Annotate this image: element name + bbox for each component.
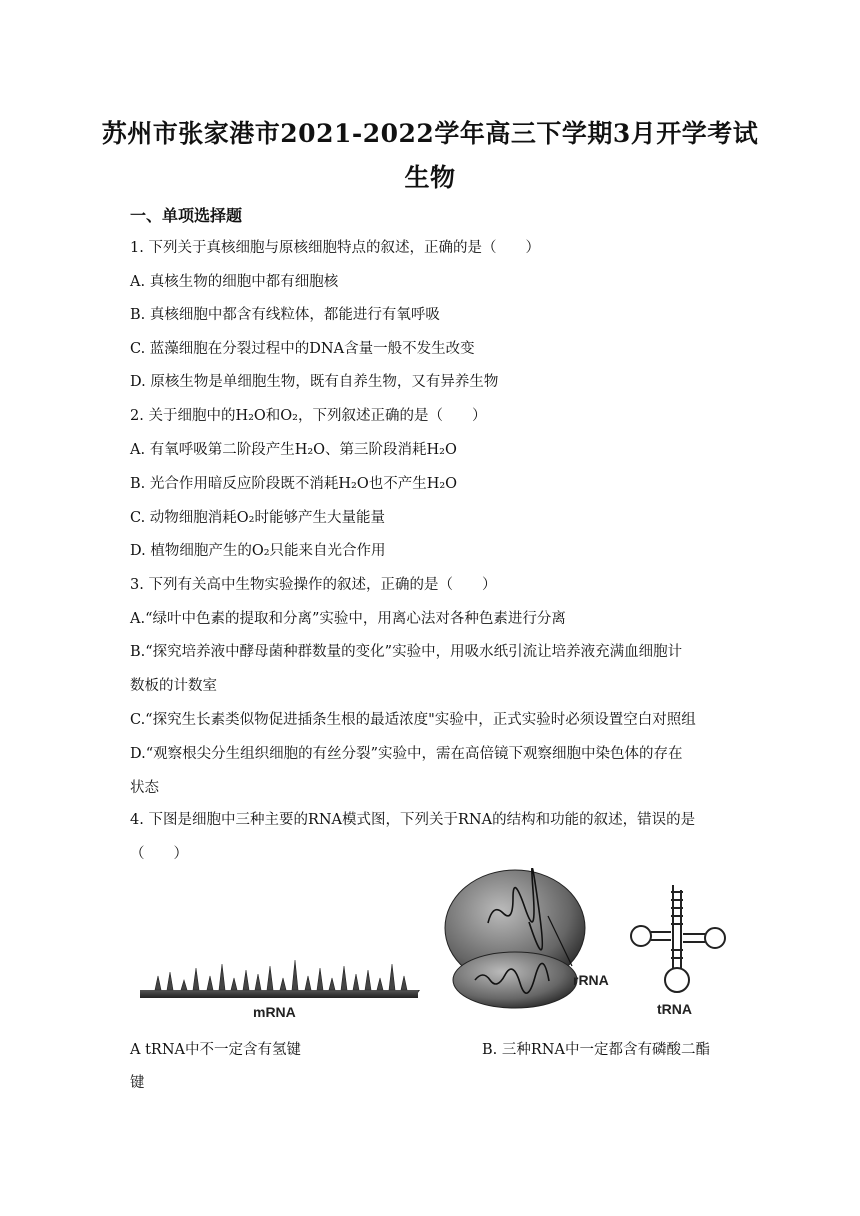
exam-subject: 生物: [404, 163, 456, 192]
question-2-option-c: C. 动物细胞消耗O₂时能够产生大量能量: [130, 510, 385, 526]
trna-label: tRNA: [657, 1001, 692, 1017]
section-heading: 一、单项选择题: [130, 206, 243, 225]
question-4-paren: （ ）: [130, 846, 188, 862]
question-4-option-b: B. 三种RNA中一定都含有磷酸二酯: [482, 1042, 710, 1058]
exam-title: 苏州市张家港市2021-2022学年高三下学期3月开学考试: [101, 119, 759, 148]
question-2-option-a: A. 有氧呼吸第二阶段产生H₂O、第三阶段消耗H₂O: [130, 442, 457, 458]
question-3-stem: 3. 下列有关高中生物实验操作的叙述，正确的是（ ）: [130, 577, 497, 593]
question-3-option-b: B.“探究培养液中酵母菌种群数量的变化”实验中，用吸水纸引流让培养液充满血细胞计: [130, 644, 683, 660]
question-3-option-d-cont: 状态: [130, 780, 159, 796]
question-4-option-b-cont: 键: [130, 1075, 145, 1091]
ribosome-diagram: [440, 868, 620, 1018]
question-4-stem: 4. 下图是细胞中三种主要的RNA模式图，下列关于RNA的结构和功能的叙述，错误的是: [130, 812, 696, 828]
question-3-option-b-cont: 数板的计数室: [130, 678, 217, 694]
question-1-option-a: A. 真核生物的细胞中都有细胞核: [130, 274, 339, 290]
mrna-label: mRNA: [253, 1004, 296, 1020]
mrna-diagram: [135, 935, 425, 1025]
question-4-option-a: A tRNA中不一定含有氢键: [130, 1042, 301, 1058]
question-2-option-b: B. 光合作用暗反应阶段既不消耗H₂O也不产生H₂O: [130, 476, 458, 492]
trna-diagram: [625, 880, 730, 1020]
question-3-option-d: D.“观察根尖分生组织细胞的有丝分裂”实验中，需在高倍镜下观察细胞中染色体的存在: [130, 746, 683, 762]
question-1-stem: 1. 下列关于真核细胞与原核细胞特点的叙述，正确的是（ ）: [130, 240, 540, 256]
question-3-option-c: C.“探究生长素类似物促进插条生根的最适浓度"实验中，正式实验时必须设置空白对照组: [130, 712, 696, 728]
question-2-stem: 2. 关于细胞中的H₂O和O₂，下列叙述正确的是（ ）: [130, 408, 487, 424]
question-1-option-b: B. 真核细胞中都含有线粒体，都能进行有氧呼吸: [130, 307, 440, 323]
question-1-option-d: D. 原核生物是单细胞生物，既有自养生物，又有异养生物: [130, 374, 499, 390]
rrna-label: rRNA: [573, 972, 609, 988]
question-1-option-c: C. 蓝藻细胞在分裂过程中的DNA含量一般不发生改变: [130, 341, 475, 357]
question-2-option-d: D. 植物细胞产生的O₂只能来自光合作用: [130, 543, 386, 559]
question-3-option-a: A.“绿叶中色素的提取和分离”实验中，用离心法对各种色素进行分离: [130, 611, 566, 627]
